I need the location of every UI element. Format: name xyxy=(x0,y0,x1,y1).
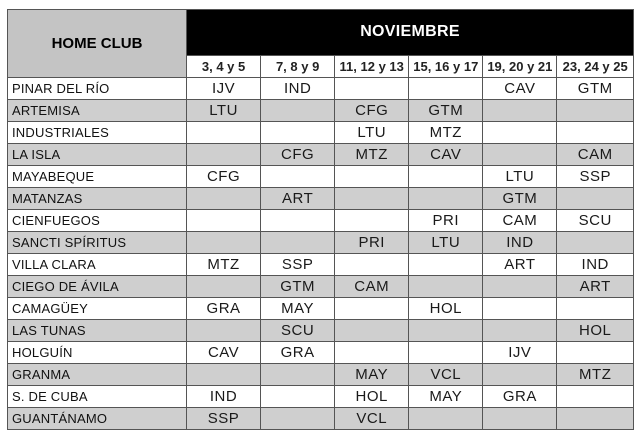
opponent-cell: GTM xyxy=(557,78,634,100)
opponent-cell: SSP xyxy=(187,408,261,430)
opponent-cell xyxy=(187,122,261,144)
opponent-cell xyxy=(335,298,409,320)
home-club-name: GRANMA xyxy=(8,364,187,386)
opponent-cell: CFG xyxy=(335,100,409,122)
opponent-cell xyxy=(483,298,557,320)
opponent-cell xyxy=(187,144,261,166)
opponent-cell xyxy=(335,210,409,232)
opponent-cell xyxy=(557,386,634,408)
opponent-cell xyxy=(409,320,483,342)
home-club-name: CAMAGÜEY xyxy=(8,298,187,320)
opponent-cell xyxy=(409,166,483,188)
opponent-cell xyxy=(335,320,409,342)
opponent-cell xyxy=(483,100,557,122)
table-row xyxy=(8,144,634,166)
opponent-cell: SSP xyxy=(261,254,335,276)
opponent-cell xyxy=(483,364,557,386)
opponent-cell xyxy=(335,342,409,364)
opponent-cell: ART xyxy=(557,276,634,298)
opponent-cell: MAY xyxy=(261,298,335,320)
opponent-cell: IND xyxy=(261,78,335,100)
opponent-cell xyxy=(557,232,634,254)
opponent-cell: IND xyxy=(557,254,634,276)
opponent-cell: CAV xyxy=(409,144,483,166)
opponent-cell: HOL xyxy=(409,298,483,320)
date-range-header: 3, 4 y 5 xyxy=(187,55,261,77)
opponent-cell: GTM xyxy=(483,188,557,210)
date-range-header: 23, 24 y 25 xyxy=(557,55,634,77)
opponent-cell xyxy=(483,276,557,298)
opponent-cell: IND xyxy=(187,386,261,408)
opponent-cell xyxy=(335,78,409,100)
home-club-name: SANCTI SPÍRITUS xyxy=(8,232,187,254)
opponent-cell xyxy=(261,364,335,386)
opponent-cell xyxy=(557,342,634,364)
table-row xyxy=(8,364,634,386)
opponent-cell: HOL xyxy=(335,386,409,408)
date-range-header: 19, 20 y 21 xyxy=(483,55,557,77)
opponent-cell: CAM xyxy=(335,276,409,298)
opponent-cell: LTU xyxy=(187,100,261,122)
table-row xyxy=(8,210,634,232)
opponent-cell xyxy=(409,78,483,100)
table-row xyxy=(8,78,634,100)
opponent-cell: ART xyxy=(261,188,335,210)
table-row xyxy=(8,276,634,298)
opponent-cell: CAM xyxy=(483,210,557,232)
opponent-cell: MAY xyxy=(409,386,483,408)
opponent-cell xyxy=(409,188,483,210)
opponent-cell xyxy=(261,166,335,188)
opponent-cell xyxy=(557,298,634,320)
opponent-cell xyxy=(187,188,261,210)
opponent-cell: MTZ xyxy=(409,122,483,144)
opponent-cell: CAV xyxy=(187,342,261,364)
opponent-cell xyxy=(409,276,483,298)
opponent-cell: MTZ xyxy=(335,144,409,166)
table-row xyxy=(8,232,634,254)
opponent-cell xyxy=(335,254,409,276)
opponent-cell xyxy=(483,122,557,144)
opponent-cell xyxy=(483,144,557,166)
opponent-cell: MAY xyxy=(335,364,409,386)
home-club-name: LAS TUNAS xyxy=(8,320,187,342)
opponent-cell xyxy=(335,188,409,210)
opponent-cell: GTM xyxy=(261,276,335,298)
opponent-cell xyxy=(261,386,335,408)
home-club-name: MATANZAS xyxy=(8,188,187,210)
table-row xyxy=(8,386,634,408)
opponent-cell: VCL xyxy=(335,408,409,430)
table-row xyxy=(8,342,634,364)
opponent-cell: SCU xyxy=(261,320,335,342)
schedule-table xyxy=(7,9,634,430)
opponent-cell xyxy=(261,210,335,232)
header-row-month xyxy=(8,10,634,56)
home-club-name: CIEGO DE ÁVILA xyxy=(8,276,187,298)
opponent-cell: SSP xyxy=(557,166,634,188)
opponent-cell: PRI xyxy=(335,232,409,254)
home-club-name: MAYABEQUE xyxy=(8,166,187,188)
opponent-cell xyxy=(261,100,335,122)
home-club-name: LA ISLA xyxy=(8,144,187,166)
opponent-cell: GTM xyxy=(409,100,483,122)
opponent-cell: IJV xyxy=(483,342,557,364)
opponent-cell: CFG xyxy=(261,144,335,166)
table-row xyxy=(8,188,634,210)
opponent-cell xyxy=(483,408,557,430)
date-range-header: 11, 12 y 13 xyxy=(335,55,409,77)
table-row xyxy=(8,122,634,144)
opponent-cell xyxy=(187,320,261,342)
date-range-header: 7, 8 y 9 xyxy=(261,55,335,77)
opponent-cell: LTU xyxy=(335,122,409,144)
opponent-cell: GRA xyxy=(483,386,557,408)
home-club-name: ARTEMISA xyxy=(8,100,187,122)
table-row xyxy=(8,298,634,320)
table-row xyxy=(8,166,634,188)
opponent-cell: SCU xyxy=(557,210,634,232)
opponent-cell xyxy=(335,166,409,188)
home-club-name: S. DE CUBA xyxy=(8,386,187,408)
opponent-cell xyxy=(187,232,261,254)
opponent-cell: MTZ xyxy=(187,254,261,276)
opponent-cell: IND xyxy=(483,232,557,254)
opponent-cell: PRI xyxy=(409,210,483,232)
home-club-name: VILLA CLARA xyxy=(8,254,187,276)
home-club-name: HOLGUÍN xyxy=(8,342,187,364)
table-row xyxy=(8,320,634,342)
date-range-header: 15, 16 y 17 xyxy=(409,55,483,77)
opponent-cell xyxy=(187,276,261,298)
table-row xyxy=(8,100,634,122)
opponent-cell: ART xyxy=(483,254,557,276)
home-club-name: CIENFUEGOS xyxy=(8,210,187,232)
home-club-name: GUANTÁNAMO xyxy=(8,408,187,430)
month-header: NOVIEMBRE xyxy=(187,10,634,56)
opponent-cell xyxy=(261,122,335,144)
schedule-body xyxy=(8,78,634,430)
table-row xyxy=(8,408,634,430)
home-club-name: INDUSTRIALES xyxy=(8,122,187,144)
opponent-cell xyxy=(483,320,557,342)
opponent-cell: LTU xyxy=(409,232,483,254)
opponent-cell xyxy=(557,408,634,430)
opponent-cell: LTU xyxy=(483,166,557,188)
opponent-cell: MTZ xyxy=(557,364,634,386)
opponent-cell xyxy=(409,254,483,276)
opponent-cell xyxy=(187,210,261,232)
opponent-cell xyxy=(557,122,634,144)
opponent-cell: CFG xyxy=(187,166,261,188)
opponent-cell: GRA xyxy=(187,298,261,320)
opponent-cell xyxy=(187,364,261,386)
home-club-header: HOME CLUB xyxy=(8,10,187,78)
opponent-cell: IJV xyxy=(187,78,261,100)
opponent-cell xyxy=(409,342,483,364)
opponent-cell: VCL xyxy=(409,364,483,386)
opponent-cell: CAV xyxy=(483,78,557,100)
opponent-cell: CAM xyxy=(557,144,634,166)
opponent-cell xyxy=(557,100,634,122)
opponent-cell xyxy=(409,408,483,430)
opponent-cell xyxy=(261,408,335,430)
opponent-cell: HOL xyxy=(557,320,634,342)
opponent-cell xyxy=(261,232,335,254)
opponent-cell xyxy=(557,188,634,210)
home-club-name: PINAR DEL RÍO xyxy=(8,78,187,100)
opponent-cell: GRA xyxy=(261,342,335,364)
table-row xyxy=(8,254,634,276)
